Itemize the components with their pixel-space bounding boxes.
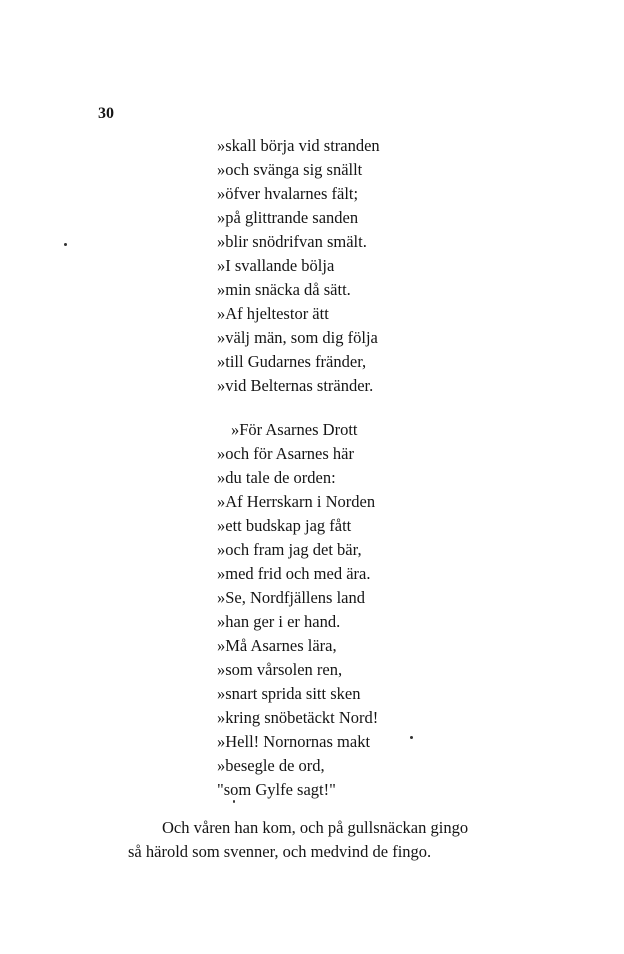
verse-line: »vid Belternas stränder.	[217, 376, 374, 395]
verse-line: »öfver hvalarnes fält;	[217, 184, 359, 203]
verse-line: »Af Herrskarn i Norden	[217, 492, 376, 511]
verse-line: »Hell! Nornornas makt	[217, 732, 371, 751]
verse-line: »besegle de ord,	[217, 756, 325, 775]
scan-speck	[410, 736, 413, 739]
verse-line: »välj män, som dig följa	[217, 328, 378, 347]
verse-line: »blir snödrifvan smält.	[217, 232, 367, 251]
verse-line: »I svallande bölja	[217, 256, 335, 275]
stanza-1	[217, 134, 380, 398]
stanza-2	[217, 418, 378, 802]
verse-line: »Af hjeltestor ätt	[217, 304, 329, 323]
verse-line: »ett budskap jag fått	[217, 516, 352, 535]
verse-line: »med frid och med ära.	[217, 564, 371, 583]
verse-line: »skall börja vid stranden	[217, 136, 380, 155]
page-number: 30	[98, 105, 114, 122]
verse-line: »och svänga sig snällt	[217, 160, 363, 179]
prose-line: så härold som svenner, och medvind de fingo.	[128, 842, 432, 861]
scan-speck	[233, 800, 235, 803]
prose-paragraph	[128, 816, 528, 864]
verse-line: »du tale de orden:	[217, 468, 336, 487]
verse-line: »på glittrande sanden	[217, 208, 359, 227]
prose-line: Och våren han kom, och på gullsnäckan gingo	[162, 818, 469, 837]
verse-line: »han ger i er hand.	[217, 612, 341, 631]
verse-line: »Må Asarnes lära,	[217, 636, 337, 655]
verse-line: »kring snöbetäckt Nord!	[217, 708, 379, 727]
verse-line: »snart sprida sitt sken	[217, 684, 361, 703]
verse-line: »Se, Nordfjällens land	[217, 588, 366, 607]
verse-line: »och fram jag det bär,	[217, 540, 362, 559]
verse-line: »min snäcka då sätt.	[217, 280, 351, 299]
verse-line: »till Gudarnes fränder,	[217, 352, 367, 371]
verse-line: »och för Asarnes här	[217, 444, 354, 463]
scan-speck	[64, 243, 67, 246]
verse-line: »som vårsolen ren,	[217, 660, 343, 679]
verse-line: "som Gylfe sagt!"	[217, 780, 336, 799]
verse-line: »För Asarnes Drott	[231, 420, 358, 439]
